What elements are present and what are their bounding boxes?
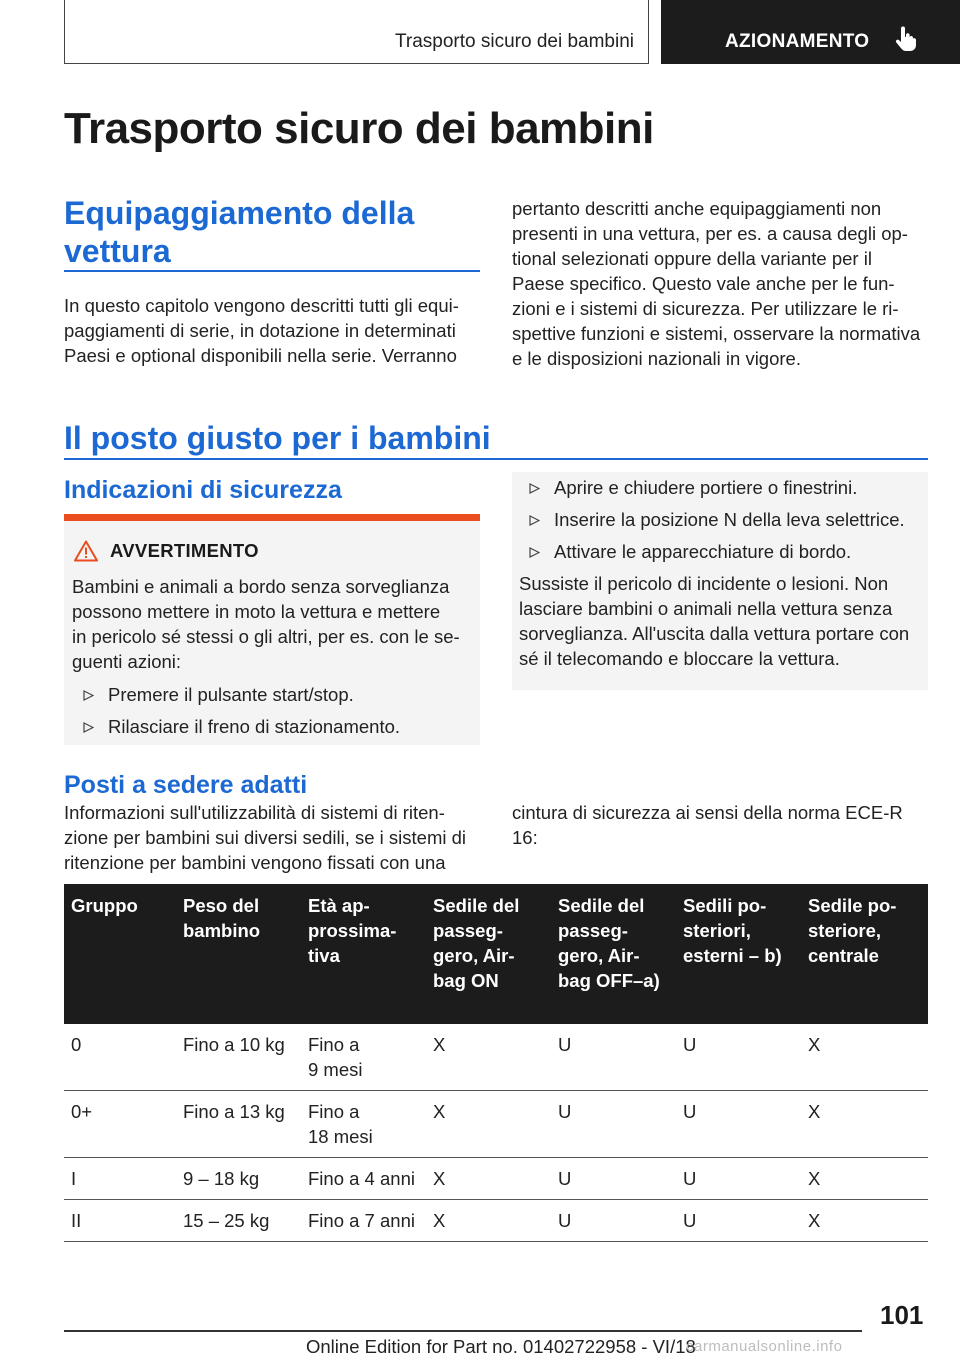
table-cell: Fino a 7 anni bbox=[301, 1200, 426, 1242]
footer-rule bbox=[64, 1330, 862, 1332]
table-cell: U bbox=[551, 1158, 676, 1200]
subsection-title-suitable-seats: Posti a sedere adatti bbox=[64, 771, 308, 799]
table-header-row bbox=[64, 884, 928, 1024]
table-cell: U bbox=[676, 1200, 801, 1242]
section-title-right-place: Il posto giusto per i bambini bbox=[64, 420, 491, 456]
hand-pointer-icon bbox=[895, 26, 917, 52]
list-item: Premere il pulsante start/stop. bbox=[76, 682, 354, 707]
table-cell: Fino a 18 mesi bbox=[301, 1091, 426, 1158]
table-cell: U bbox=[551, 1200, 676, 1242]
table-row bbox=[64, 1024, 928, 1091]
table-row bbox=[64, 1158, 928, 1200]
table-cell: U bbox=[676, 1024, 801, 1091]
warning-heading bbox=[74, 540, 259, 562]
table-cell: X bbox=[426, 1158, 551, 1200]
bullet-triangle-icon bbox=[522, 507, 546, 532]
bullet-triangle-icon bbox=[522, 539, 546, 564]
table-cell: 9 – 18 kg bbox=[176, 1158, 301, 1200]
warning-label: AVVERTIMENTO bbox=[110, 540, 259, 561]
header-section-tab bbox=[64, 0, 649, 64]
table-cell: I bbox=[64, 1158, 176, 1200]
column-header: Età ap-prossima-tiva bbox=[301, 884, 426, 1024]
table-cell: Fino a 9 mesi bbox=[301, 1024, 426, 1091]
table-cell: U bbox=[676, 1091, 801, 1158]
column-header: Sedili po-steriori, esterni – b) bbox=[676, 884, 801, 1024]
section-title-vehicle-equipment: Equipaggiamento della vettura bbox=[64, 195, 415, 269]
vehicle-equipment-text-col1: In questo capitolo vengono descritti tutti gli equi- paggiamenti di serie, in dotazione in determinati Paesi e optional disponibili nella serie. Verranno bbox=[64, 295, 459, 366]
bullet-triangle-icon bbox=[76, 682, 100, 707]
suitable-seats-text-col2: cintura di sicurezza ai sensi della norma ECE-R 16: bbox=[512, 802, 903, 848]
table-cell: X bbox=[801, 1158, 928, 1200]
warning-text: Bambini e animali a bordo senza sorveglianza possono mettere in moto la vettura e mettere in pericolo sé stessi o gli altri, per es. con le se- guenti azioni: bbox=[72, 576, 460, 672]
column-header: Sedile del passeg-gero, Air-bag ON bbox=[426, 884, 551, 1024]
section-rule bbox=[64, 270, 480, 272]
column-header: Sedile del passeg-gero, Air-bag OFF–a) bbox=[551, 884, 676, 1024]
table-row bbox=[64, 1091, 928, 1158]
table-cell: U bbox=[551, 1024, 676, 1091]
section-rule bbox=[64, 458, 928, 460]
table-cell: 0+ bbox=[64, 1091, 176, 1158]
warning-triangle-icon bbox=[74, 540, 98, 562]
table-cell: X bbox=[801, 1091, 928, 1158]
watermark-logo: carmanualsonline.info bbox=[686, 1338, 843, 1355]
table-cell: X bbox=[426, 1024, 551, 1091]
table-cell: Fino a 10 kg bbox=[176, 1024, 301, 1091]
column-header: Sedile po-steriore, centrale bbox=[801, 884, 928, 1024]
column-header: Peso del bambino bbox=[176, 884, 301, 1024]
suitable-seats-text-col1: Informazioni sull'utilizzabilità di sistemi di riten- zione per bambini sui diversi sedili, se i sistemi di ritenzione per bambini vengono fissati con una bbox=[64, 802, 467, 873]
warning-accent-bar bbox=[64, 514, 480, 521]
table-cell: X bbox=[426, 1091, 551, 1158]
footer-edition: Online Edition for Part no. 01402722958 - VI/18 bbox=[306, 1336, 696, 1357]
bullet-triangle-icon bbox=[522, 475, 546, 500]
subsection-title-safety: Indicazioni di sicurezza bbox=[64, 476, 342, 504]
list-item: Attivare le apparecchiature di bordo. bbox=[522, 539, 851, 564]
table-cell: II bbox=[64, 1200, 176, 1242]
table-cell: X bbox=[426, 1200, 551, 1242]
page-title: Trasporto sicuro dei bambini bbox=[64, 104, 654, 153]
list-item: Inserire la posizione N della leva selettrice. bbox=[522, 507, 905, 532]
header-chapter-tab[interactable] bbox=[661, 0, 960, 64]
vehicle-equipment-text-col2: pertanto descritti anche equipaggiamenti non presenti in una vettura, per es. a causa degli op- tional selezionati oppure della variante per il Paese specifico. Questo vale anche per le fun- zioni e i sistemi di sicurezza. Per utilizzare le ri- spettive funzioni e sistemi, osservare la normativa e le disposizioni nazionali in vigore. bbox=[512, 198, 921, 369]
header-section-label: Trasporto sicuro dei bambini bbox=[394, 31, 634, 52]
bullet-triangle-icon bbox=[76, 714, 100, 739]
table-cell: 15 – 25 kg bbox=[176, 1200, 301, 1242]
table-cell: U bbox=[551, 1091, 676, 1158]
table-cell: U bbox=[676, 1158, 801, 1200]
table-cell: X bbox=[801, 1024, 928, 1091]
table-cell: 0 bbox=[64, 1024, 176, 1091]
column-header: Gruppo bbox=[64, 884, 176, 1024]
warning-closing-text: Sussiste il pericolo di incidente o lesioni. Non lasciare bambini o animali nella vettura senza sorveglianza. All'uscita dalla vettura portare con sé il telecomando e bloccare la vettura. bbox=[519, 573, 910, 669]
page-number: 101 bbox=[880, 1300, 924, 1330]
header-chapter-label: AZIONAMENTO bbox=[725, 31, 870, 52]
list-item: Rilasciare il freno di stazionamento. bbox=[76, 714, 400, 739]
table-cell: Fino a 4 anni bbox=[301, 1158, 426, 1200]
table-cell: X bbox=[801, 1200, 928, 1242]
table-cell: Fino a 13 kg bbox=[176, 1091, 301, 1158]
table-row bbox=[64, 1200, 928, 1242]
list-item: Aprire e chiudere portiere o finestrini. bbox=[522, 475, 857, 500]
child-seat-table bbox=[64, 884, 928, 1242]
